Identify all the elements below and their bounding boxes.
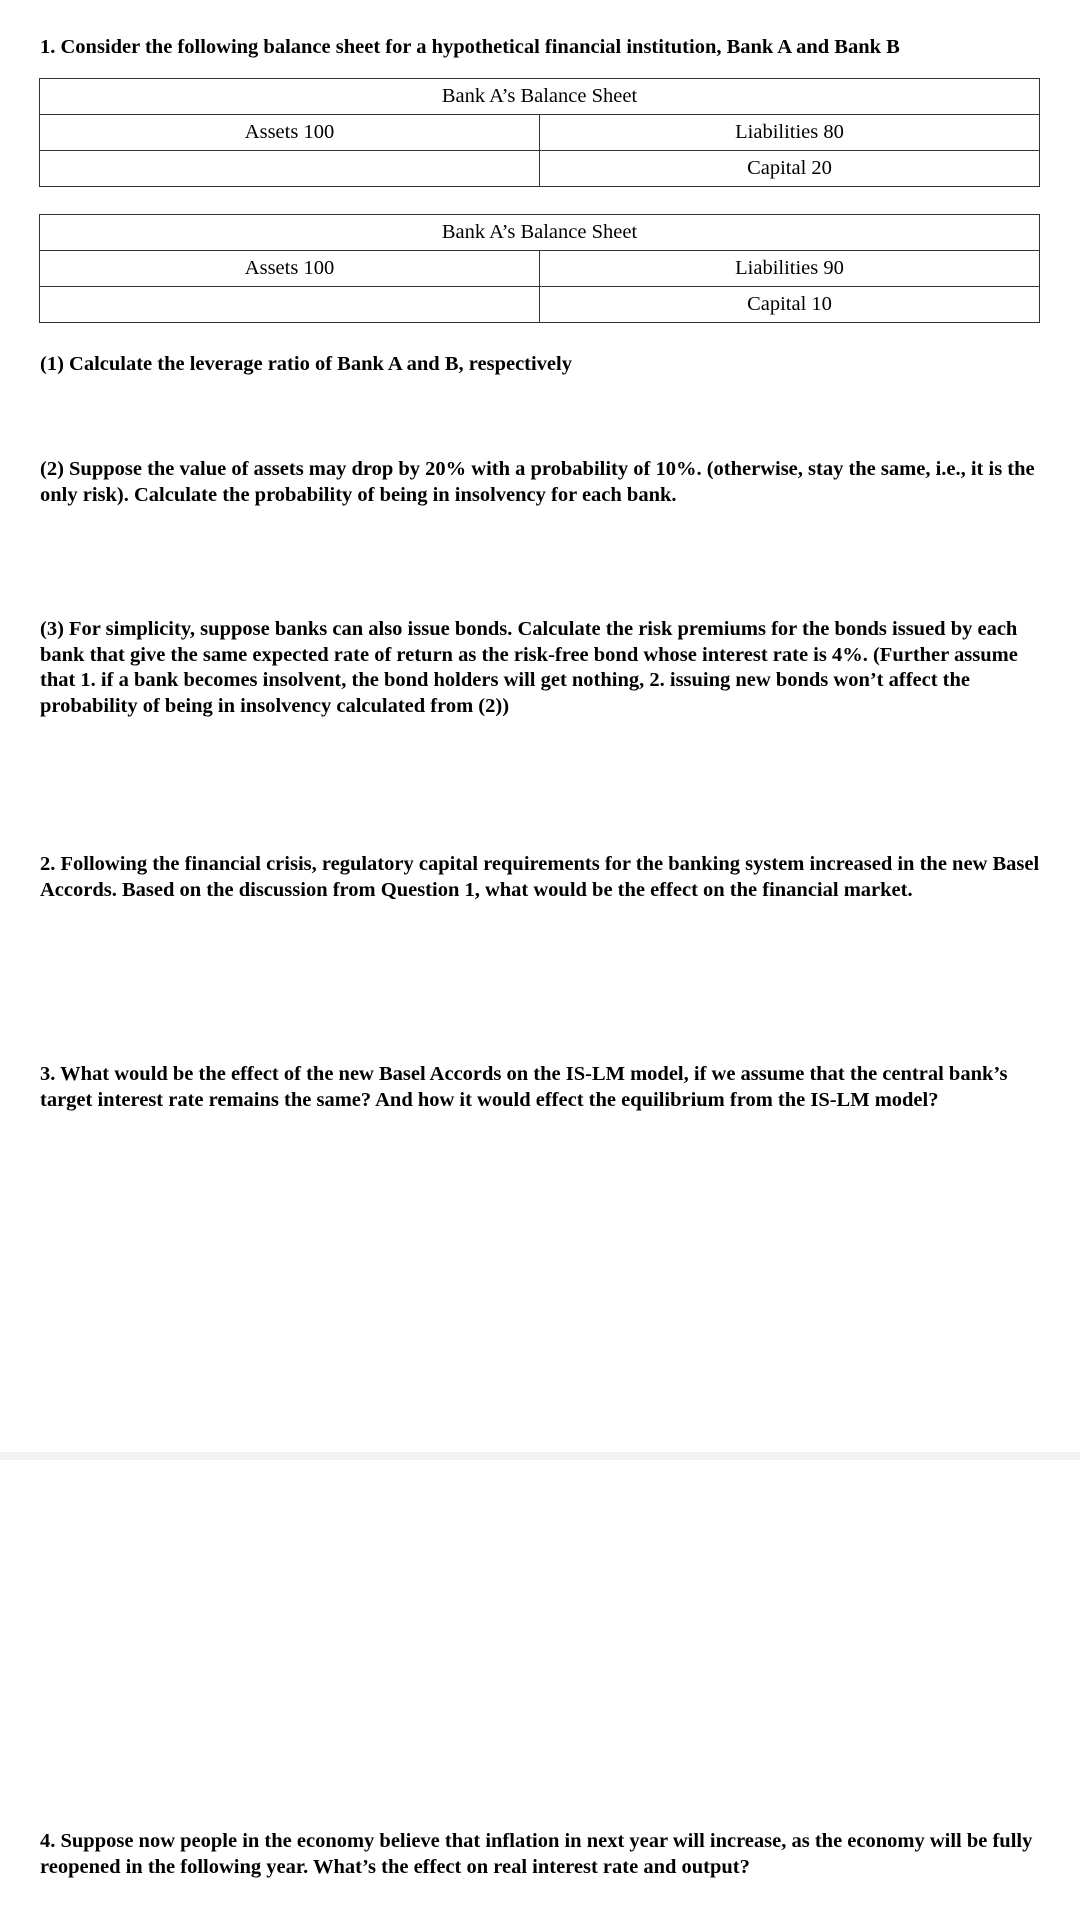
liabilities-cell: Liabilities 80: [540, 115, 1040, 151]
assets-cell: Assets 100: [40, 115, 540, 151]
question-1-intro: 1. Consider the following balance sheet for a hypothetical financial institution, Bank A and Bank B: [40, 36, 900, 58]
question-1-part-2: (2) Suppose the value of assets may drop by 20% with a probability of 10%. (otherwise, stay the same, i.e., it is the only risk). Calculate the probability of being in insolvency for each bank.: [40, 458, 1035, 506]
question-3: 3. What would be the effect of the new Basel Accords on the IS-LM model, if we assume that the central bank’s target interest rate remains the same? And how it would effect the equilibrium from the IS-LM model?: [40, 1063, 1008, 1111]
balance-sheet-table-2: [39, 214, 1040, 323]
balance-sheet-title: Bank A’s Balance Sheet: [40, 215, 1040, 251]
empty-cell: [40, 287, 540, 323]
question-1-part-3: (3) For simplicity, suppose banks can also issue bonds. Calculate the risk premiums for the bonds issued by each bank that give the same expected rate of return as the risk-free bond whose interest rate is 4%. (Further assume that 1. if a bank becomes insolvent, the bond holders will get nothing, 2. issuing new bonds won’t affect the probability of being in insolvency calculated from (2)): [40, 618, 1018, 717]
balance-sheet-table-1: [39, 78, 1040, 187]
question-2: 2. Following the financial crisis, regulatory capital requirements for the banking system increased in the new Basel Accords. Based on the discussion from Question 1, what would be the effect on the financial market.: [40, 853, 1040, 901]
capital-cell: Capital 20: [540, 151, 1040, 187]
empty-cell: [40, 151, 540, 187]
liabilities-cell: Liabilities 90: [540, 251, 1040, 287]
capital-cell: Capital 10: [540, 287, 1040, 323]
question-1-part-1: (1) Calculate the leverage ratio of Bank A and B, respectively: [40, 353, 572, 375]
balance-sheet-title: Bank A’s Balance Sheet: [40, 79, 1040, 115]
question-4: 4. Suppose now people in the economy believe that inflation in next year will increase, as the economy will be fully reopened in the following year. What’s the effect on real interest rate and output?: [40, 1830, 1033, 1878]
assets-cell: Assets 100: [40, 251, 540, 287]
page-break: [0, 1452, 1080, 1460]
